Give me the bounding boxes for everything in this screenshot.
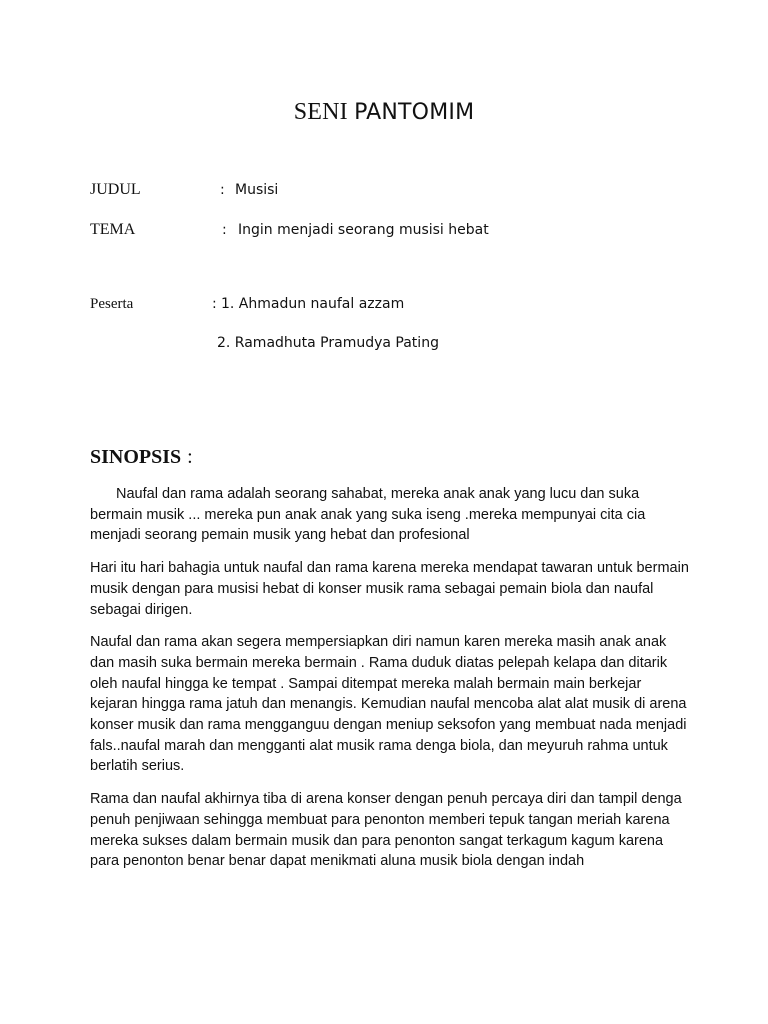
field-judul-value: Musisi	[235, 182, 279, 198]
page-title	[0, 97, 768, 128]
field-peserta-separator: :	[212, 296, 217, 312]
synopsis-paragraph-3: Naufal dan rama akan segera mempersiapkan diri namun karen mereka masih anak anak dan masih suka bermain mereka bermain . Rama duduk diatas pelepah kelapa dan ditarik oleh naufal hingga ke tempat . Sampai ditempat mereka malah bermain main berkejar kejaran hingga rama jatuh dan menangis. Kemudian naufal mencoba alat alat musik di arena konser musik dan rama mengganguu dengan meniup seksofon yang membuat nada menjadi fals..naufal marah dan mengganti alat musik rama denga biola, dan meyuruh rahma untuk berlatih serius.	[90, 634, 687, 775]
field-judul-label: JUDUL	[90, 181, 141, 198]
field-tema-value: Ingin menjadi seorang musisi hebat	[238, 222, 489, 238]
synopsis-heading-colon: :	[187, 446, 193, 468]
peserta-member-2: 2. Ramadhuta Pramudya Pating	[217, 335, 439, 351]
synopsis-paragraph-4: Rama dan naufal akhirnya tiba di arena konser dengan penuh percaya diri dan tampil denga penuh penjiwaan sehingga membuat para penonton memberi tepuk tangan meriah karena mereka sukses dalam bermain musik dan para penonton sangat terkagum kagum karena para penonton benar benar dapat menikmati aluna musik biola dengan indah	[90, 791, 682, 870]
title-word-pantomim: PANTOMIM	[354, 100, 475, 125]
field-peserta-label: Peserta	[90, 296, 134, 312]
title-word-seni: SENI	[293, 99, 348, 125]
synopsis-body	[90, 484, 690, 884]
peserta-member-1: 1. Ahmadun naufal azzam	[221, 296, 405, 312]
field-tema-label: TEMA	[90, 221, 136, 238]
synopsis-heading	[90, 443, 193, 471]
synopsis-heading-text: SINOPSIS	[90, 446, 182, 468]
field-judul-separator: :	[220, 182, 225, 198]
synopsis-paragraph-1: Naufal dan rama adalah seorang sahabat, mereka anak anak yang lucu dan suka bermain musik ... mereka pun anak anak yang suka iseng .mereka mempunyai cita cia menjadi seorang pemain musik yang hebat dan profesional	[90, 486, 646, 544]
field-tema-separator: :	[222, 222, 227, 238]
synopsis-paragraph-2: Hari itu hari bahagia untuk naufal dan rama karena mereka mendapat tawaran untuk bermain musik dengan para musisi hebat di konser musik rama sebagai pemain biola dan naufal sebagai dirigen.	[90, 560, 689, 618]
